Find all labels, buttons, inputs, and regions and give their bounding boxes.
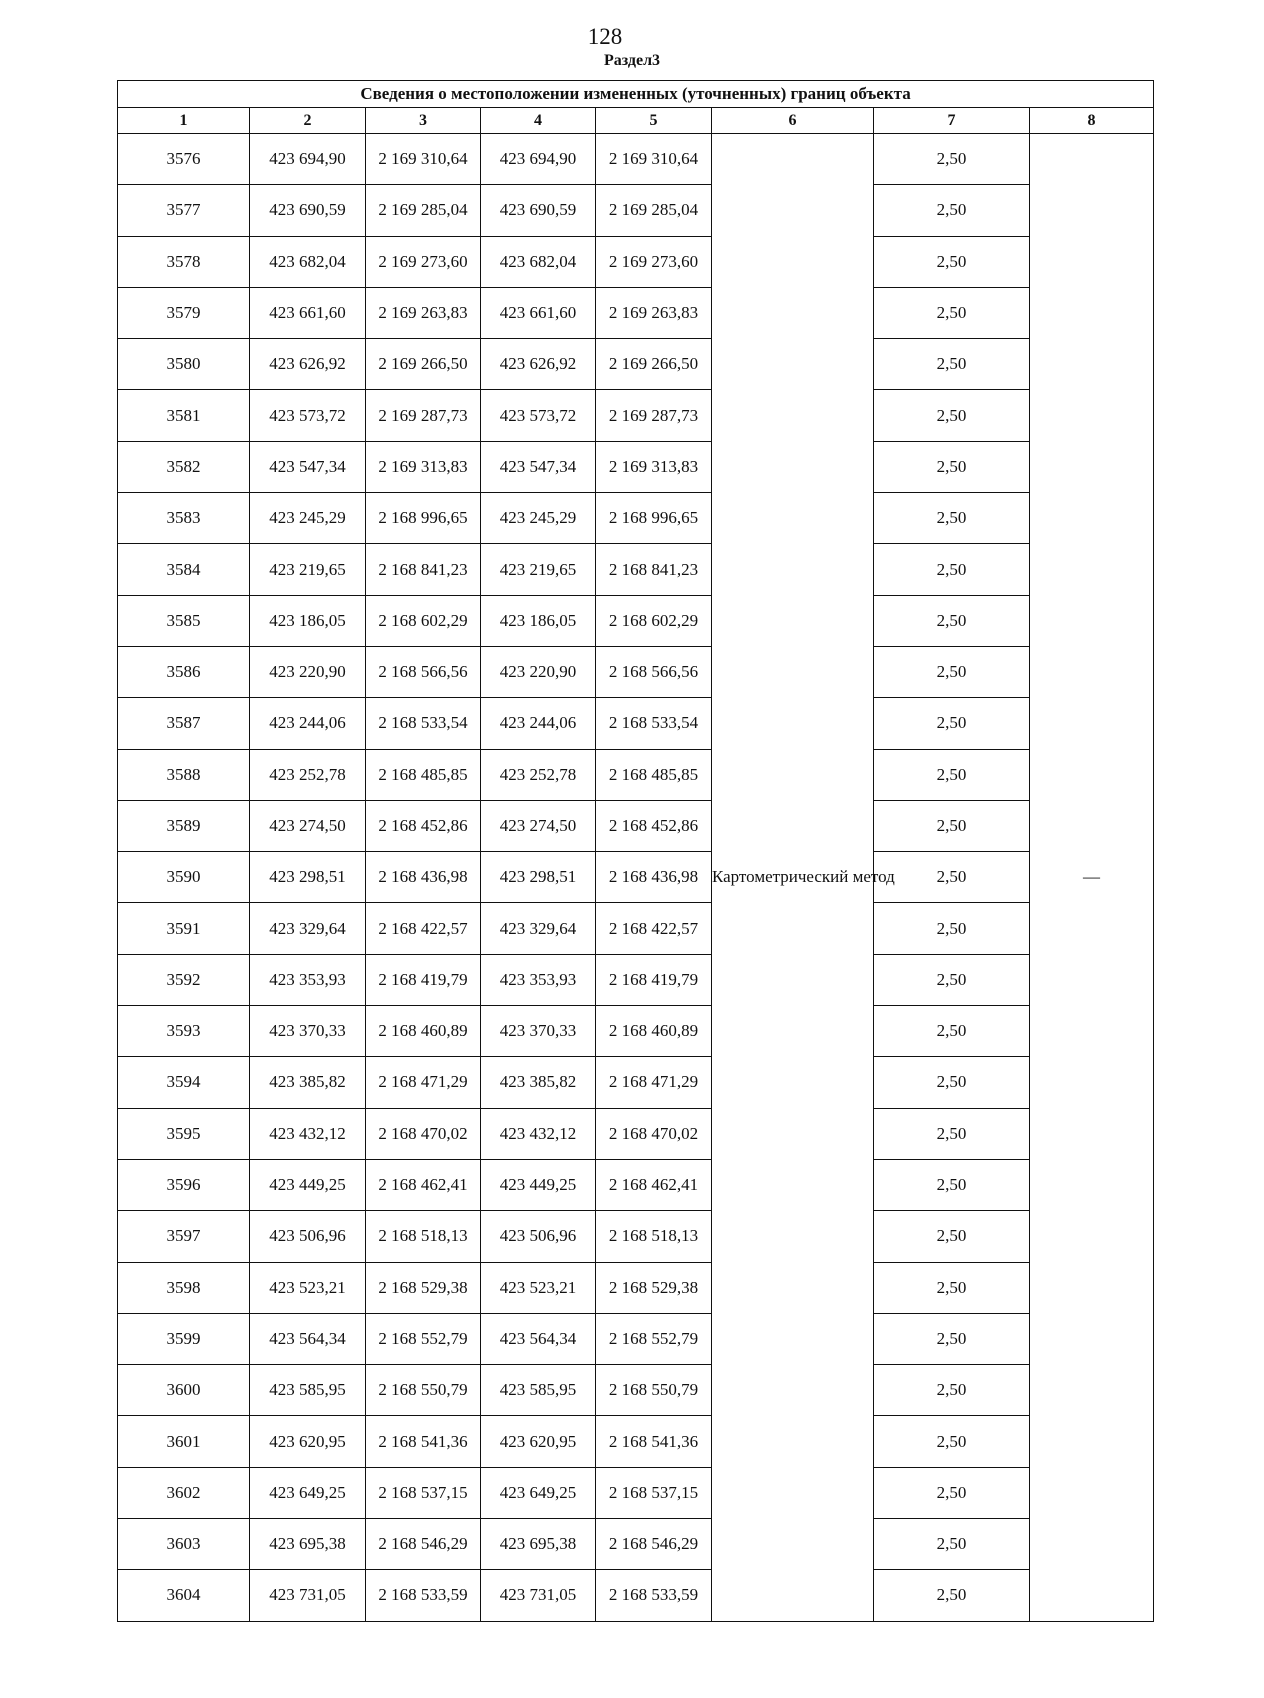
y-existing-cell: 2 168 566,56 bbox=[366, 646, 481, 697]
x-existing-cell: 423 252,78 bbox=[250, 749, 366, 800]
y-refined-cell: 2 168 552,79 bbox=[596, 1313, 712, 1364]
x-refined-cell: 423 694,90 bbox=[481, 134, 596, 185]
y-refined-cell: 2 168 566,56 bbox=[596, 646, 712, 697]
boundary-coordinates-table bbox=[117, 80, 1154, 1622]
accuracy-cell: 2,50 bbox=[874, 1570, 1030, 1621]
y-existing-cell: 2 169 313,83 bbox=[366, 441, 481, 492]
table-row bbox=[118, 595, 1154, 646]
accuracy-cell: 2,50 bbox=[874, 236, 1030, 287]
y-existing-cell: 2 168 546,29 bbox=[366, 1519, 481, 1570]
table-row bbox=[118, 903, 1154, 954]
accuracy-cell: 2,50 bbox=[874, 134, 1030, 185]
x-existing-cell: 423 245,29 bbox=[250, 493, 366, 544]
accuracy-cell: 2,50 bbox=[874, 595, 1030, 646]
x-refined-cell: 423 329,64 bbox=[481, 903, 596, 954]
accuracy-cell: 2,50 bbox=[874, 1108, 1030, 1159]
x-refined-cell: 423 432,12 bbox=[481, 1108, 596, 1159]
y-existing-cell: 2 168 471,29 bbox=[366, 1057, 481, 1108]
x-existing-cell: 423 626,92 bbox=[250, 339, 366, 390]
x-existing-cell: 423 274,50 bbox=[250, 800, 366, 851]
point-number-cell: 3579 bbox=[118, 287, 250, 338]
x-existing-cell: 423 564,34 bbox=[250, 1313, 366, 1364]
accuracy-cell: 2,50 bbox=[874, 441, 1030, 492]
y-refined-cell: 2 168 602,29 bbox=[596, 595, 712, 646]
point-number-cell: 3597 bbox=[118, 1211, 250, 1262]
x-refined-cell: 423 661,60 bbox=[481, 287, 596, 338]
table-row bbox=[118, 134, 1154, 185]
y-refined-cell: 2 168 470,02 bbox=[596, 1108, 712, 1159]
y-refined-cell: 2 169 285,04 bbox=[596, 185, 712, 236]
x-refined-cell: 423 219,65 bbox=[481, 544, 596, 595]
accuracy-cell: 2,50 bbox=[874, 1211, 1030, 1262]
table-row bbox=[118, 441, 1154, 492]
x-refined-cell: 423 620,95 bbox=[481, 1416, 596, 1467]
x-refined-cell: 423 186,05 bbox=[481, 595, 596, 646]
y-existing-cell: 2 168 841,23 bbox=[366, 544, 481, 595]
point-number-cell: 3594 bbox=[118, 1057, 250, 1108]
accuracy-cell: 2,50 bbox=[874, 903, 1030, 954]
x-refined-cell: 423 547,34 bbox=[481, 441, 596, 492]
x-refined-cell: 423 370,33 bbox=[481, 1006, 596, 1057]
column-number-6: 6 bbox=[712, 108, 874, 134]
accuracy-cell: 2,50 bbox=[874, 1313, 1030, 1364]
column-number-5: 5 bbox=[596, 108, 712, 134]
y-existing-cell: 2 168 529,38 bbox=[366, 1262, 481, 1313]
point-number-cell: 3602 bbox=[118, 1467, 250, 1518]
table-row bbox=[118, 544, 1154, 595]
point-number-cell: 3582 bbox=[118, 441, 250, 492]
y-refined-cell: 2 169 263,83 bbox=[596, 287, 712, 338]
y-refined-cell: 2 168 419,79 bbox=[596, 954, 712, 1005]
y-refined-cell: 2 169 273,60 bbox=[596, 236, 712, 287]
x-refined-cell: 423 274,50 bbox=[481, 800, 596, 851]
x-refined-cell: 423 585,95 bbox=[481, 1365, 596, 1416]
table-row bbox=[118, 1262, 1154, 1313]
y-existing-cell: 2 168 533,59 bbox=[366, 1570, 481, 1621]
x-existing-cell: 423 432,12 bbox=[250, 1108, 366, 1159]
y-refined-cell: 2 168 529,38 bbox=[596, 1262, 712, 1313]
x-refined-cell: 423 523,21 bbox=[481, 1262, 596, 1313]
x-existing-cell: 423 385,82 bbox=[250, 1057, 366, 1108]
point-number-cell: 3591 bbox=[118, 903, 250, 954]
x-existing-cell: 423 370,33 bbox=[250, 1006, 366, 1057]
table-row bbox=[118, 236, 1154, 287]
x-refined-cell: 423 626,92 bbox=[481, 339, 596, 390]
point-number-cell: 3600 bbox=[118, 1365, 250, 1416]
table-row bbox=[118, 954, 1154, 1005]
y-existing-cell: 2 168 550,79 bbox=[366, 1365, 481, 1416]
x-refined-cell: 423 353,93 bbox=[481, 954, 596, 1005]
y-refined-cell: 2 168 533,59 bbox=[596, 1570, 712, 1621]
x-existing-cell: 423 573,72 bbox=[250, 390, 366, 441]
accuracy-cell: 2,50 bbox=[874, 1519, 1030, 1570]
y-existing-cell: 2 168 541,36 bbox=[366, 1416, 481, 1467]
column-number-1: 1 bbox=[118, 108, 250, 134]
x-existing-cell: 423 506,96 bbox=[250, 1211, 366, 1262]
y-existing-cell: 2 168 419,79 bbox=[366, 954, 481, 1005]
x-refined-cell: 423 449,25 bbox=[481, 1159, 596, 1210]
y-refined-cell: 2 169 266,50 bbox=[596, 339, 712, 390]
point-number-cell: 3598 bbox=[118, 1262, 250, 1313]
y-refined-cell: 2 168 462,41 bbox=[596, 1159, 712, 1210]
y-refined-cell: 2 168 422,57 bbox=[596, 903, 712, 954]
page-number: 128 bbox=[587, 24, 623, 49]
table-row bbox=[118, 1313, 1154, 1364]
table-row bbox=[118, 1159, 1154, 1210]
x-existing-cell: 423 585,95 bbox=[250, 1365, 366, 1416]
x-existing-cell: 423 695,38 bbox=[250, 1519, 366, 1570]
y-existing-cell: 2 168 996,65 bbox=[366, 493, 481, 544]
y-existing-cell: 2 168 552,79 bbox=[366, 1313, 481, 1364]
accuracy-cell: 2,50 bbox=[874, 1159, 1030, 1210]
method-cell: Картометрический метод bbox=[712, 134, 874, 1622]
x-existing-cell: 423 298,51 bbox=[250, 852, 366, 903]
table-row bbox=[118, 339, 1154, 390]
accuracy-cell: 2,50 bbox=[874, 185, 1030, 236]
table-caption: Сведения о местоположении измененных (уточненных) границ объекта bbox=[118, 81, 1154, 108]
x-refined-cell: 423 682,04 bbox=[481, 236, 596, 287]
point-number-cell: 3595 bbox=[118, 1108, 250, 1159]
accuracy-cell: 2,50 bbox=[874, 287, 1030, 338]
y-refined-cell: 2 168 485,85 bbox=[596, 749, 712, 800]
y-refined-cell: 2 168 460,89 bbox=[596, 1006, 712, 1057]
x-refined-cell: 423 244,06 bbox=[481, 698, 596, 749]
x-existing-cell: 423 547,34 bbox=[250, 441, 366, 492]
y-existing-cell: 2 169 285,04 bbox=[366, 185, 481, 236]
x-existing-cell: 423 449,25 bbox=[250, 1159, 366, 1210]
y-refined-cell: 2 168 518,13 bbox=[596, 1211, 712, 1262]
column-number-3: 3 bbox=[366, 108, 481, 134]
point-number-cell: 3576 bbox=[118, 134, 250, 185]
x-refined-cell: 423 506,96 bbox=[481, 1211, 596, 1262]
x-existing-cell: 423 186,05 bbox=[250, 595, 366, 646]
table-row bbox=[118, 1416, 1154, 1467]
x-refined-cell: 423 245,29 bbox=[481, 493, 596, 544]
x-refined-cell: 423 695,38 bbox=[481, 1519, 596, 1570]
table-row bbox=[118, 493, 1154, 544]
column8-cell: — bbox=[1030, 134, 1154, 1622]
y-refined-cell: 2 168 537,15 bbox=[596, 1467, 712, 1518]
y-existing-cell: 2 169 273,60 bbox=[366, 236, 481, 287]
table-row bbox=[118, 390, 1154, 441]
x-refined-cell: 423 564,34 bbox=[481, 1313, 596, 1364]
y-refined-cell: 2 168 533,54 bbox=[596, 698, 712, 749]
y-refined-cell: 2 168 996,65 bbox=[596, 493, 712, 544]
x-existing-cell: 423 682,04 bbox=[250, 236, 366, 287]
table-row bbox=[118, 1365, 1154, 1416]
accuracy-cell: 2,50 bbox=[874, 544, 1030, 595]
y-refined-cell: 2 168 436,98 bbox=[596, 852, 712, 903]
x-existing-cell: 423 220,90 bbox=[250, 646, 366, 697]
y-refined-cell: 2 169 287,73 bbox=[596, 390, 712, 441]
y-refined-cell: 2 168 546,29 bbox=[596, 1519, 712, 1570]
point-number-cell: 3589 bbox=[118, 800, 250, 851]
table-row bbox=[118, 1108, 1154, 1159]
section-title: Раздел3 bbox=[603, 52, 661, 69]
point-number-cell: 3592 bbox=[118, 954, 250, 1005]
x-existing-cell: 423 649,25 bbox=[250, 1467, 366, 1518]
column-number-7: 7 bbox=[874, 108, 1030, 134]
point-number-cell: 3601 bbox=[118, 1416, 250, 1467]
y-existing-cell: 2 169 263,83 bbox=[366, 287, 481, 338]
x-existing-cell: 423 661,60 bbox=[250, 287, 366, 338]
accuracy-cell: 2,50 bbox=[874, 1006, 1030, 1057]
y-existing-cell: 2 168 602,29 bbox=[366, 595, 481, 646]
table-row bbox=[118, 1057, 1154, 1108]
point-number-cell: 3586 bbox=[118, 646, 250, 697]
point-number-cell: 3578 bbox=[118, 236, 250, 287]
x-refined-cell: 423 731,05 bbox=[481, 1570, 596, 1621]
x-existing-cell: 423 329,64 bbox=[250, 903, 366, 954]
x-existing-cell: 423 731,05 bbox=[250, 1570, 366, 1621]
y-existing-cell: 2 168 485,85 bbox=[366, 749, 481, 800]
accuracy-cell: 2,50 bbox=[874, 698, 1030, 749]
y-refined-cell: 2 168 452,86 bbox=[596, 800, 712, 851]
accuracy-cell: 2,50 bbox=[874, 749, 1030, 800]
accuracy-cell: 2,50 bbox=[874, 646, 1030, 697]
table-row bbox=[118, 698, 1154, 749]
y-existing-cell: 2 169 287,73 bbox=[366, 390, 481, 441]
accuracy-cell: 2,50 bbox=[874, 1365, 1030, 1416]
y-existing-cell: 2 168 518,13 bbox=[366, 1211, 481, 1262]
y-existing-cell: 2 168 422,57 bbox=[366, 903, 481, 954]
y-existing-cell: 2 168 533,54 bbox=[366, 698, 481, 749]
x-refined-cell: 423 252,78 bbox=[481, 749, 596, 800]
point-number-cell: 3583 bbox=[118, 493, 250, 544]
column-number-2: 2 bbox=[250, 108, 366, 134]
y-existing-cell: 2 168 436,98 bbox=[366, 852, 481, 903]
column-number-4: 4 bbox=[481, 108, 596, 134]
table-row bbox=[118, 749, 1154, 800]
point-number-cell: 3584 bbox=[118, 544, 250, 595]
point-number-cell: 3603 bbox=[118, 1519, 250, 1570]
y-refined-cell: 2 168 550,79 bbox=[596, 1365, 712, 1416]
y-refined-cell: 2 168 471,29 bbox=[596, 1057, 712, 1108]
accuracy-cell: 2,50 bbox=[874, 1262, 1030, 1313]
x-refined-cell: 423 649,25 bbox=[481, 1467, 596, 1518]
table-row bbox=[118, 646, 1154, 697]
accuracy-cell: 2,50 bbox=[874, 1467, 1030, 1518]
accuracy-cell: 2,50 bbox=[874, 1057, 1030, 1108]
table-row bbox=[118, 1006, 1154, 1057]
point-number-cell: 3596 bbox=[118, 1159, 250, 1210]
y-refined-cell: 2 169 313,83 bbox=[596, 441, 712, 492]
point-number-cell: 3588 bbox=[118, 749, 250, 800]
y-refined-cell: 2 168 841,23 bbox=[596, 544, 712, 595]
x-refined-cell: 423 220,90 bbox=[481, 646, 596, 697]
y-existing-cell: 2 169 310,64 bbox=[366, 134, 481, 185]
y-existing-cell: 2 168 462,41 bbox=[366, 1159, 481, 1210]
x-refined-cell: 423 573,72 bbox=[481, 390, 596, 441]
x-existing-cell: 423 244,06 bbox=[250, 698, 366, 749]
accuracy-cell: 2,50 bbox=[874, 1416, 1030, 1467]
x-refined-cell: 423 385,82 bbox=[481, 1057, 596, 1108]
accuracy-cell: 2,50 bbox=[874, 800, 1030, 851]
y-existing-cell: 2 168 460,89 bbox=[366, 1006, 481, 1057]
table-row bbox=[118, 185, 1154, 236]
column-number-8: 8 bbox=[1030, 108, 1154, 134]
accuracy-cell: 2,50 bbox=[874, 493, 1030, 544]
y-existing-cell: 2 168 470,02 bbox=[366, 1108, 481, 1159]
x-existing-cell: 423 353,93 bbox=[250, 954, 366, 1005]
point-number-cell: 3593 bbox=[118, 1006, 250, 1057]
y-existing-cell: 2 168 537,15 bbox=[366, 1467, 481, 1518]
table-row bbox=[118, 287, 1154, 338]
point-number-cell: 3590 bbox=[118, 852, 250, 903]
accuracy-cell: 2,50 bbox=[874, 954, 1030, 1005]
table-row bbox=[118, 800, 1154, 851]
point-number-cell: 3599 bbox=[118, 1313, 250, 1364]
table-row bbox=[118, 852, 1154, 903]
point-number-cell: 3587 bbox=[118, 698, 250, 749]
y-refined-cell: 2 168 541,36 bbox=[596, 1416, 712, 1467]
x-existing-cell: 423 620,95 bbox=[250, 1416, 366, 1467]
x-existing-cell: 423 694,90 bbox=[250, 134, 366, 185]
x-existing-cell: 423 219,65 bbox=[250, 544, 366, 595]
table-row bbox=[118, 1519, 1154, 1570]
y-existing-cell: 2 168 452,86 bbox=[366, 800, 481, 851]
table-row bbox=[118, 1570, 1154, 1621]
point-number-cell: 3577 bbox=[118, 185, 250, 236]
point-number-cell: 3581 bbox=[118, 390, 250, 441]
column-numbers-row bbox=[118, 108, 1154, 134]
table-row bbox=[118, 1211, 1154, 1262]
table-row bbox=[118, 1467, 1154, 1518]
y-refined-cell: 2 169 310,64 bbox=[596, 134, 712, 185]
x-refined-cell: 423 298,51 bbox=[481, 852, 596, 903]
accuracy-cell: 2,50 bbox=[874, 390, 1030, 441]
x-existing-cell: 423 523,21 bbox=[250, 1262, 366, 1313]
y-existing-cell: 2 169 266,50 bbox=[366, 339, 481, 390]
point-number-cell: 3580 bbox=[118, 339, 250, 390]
x-existing-cell: 423 690,59 bbox=[250, 185, 366, 236]
x-refined-cell: 423 690,59 bbox=[481, 185, 596, 236]
accuracy-cell: 2,50 bbox=[874, 852, 1030, 903]
accuracy-cell: 2,50 bbox=[874, 339, 1030, 390]
table-body bbox=[118, 134, 1154, 1622]
point-number-cell: 3585 bbox=[118, 595, 250, 646]
point-number-cell: 3604 bbox=[118, 1570, 250, 1621]
